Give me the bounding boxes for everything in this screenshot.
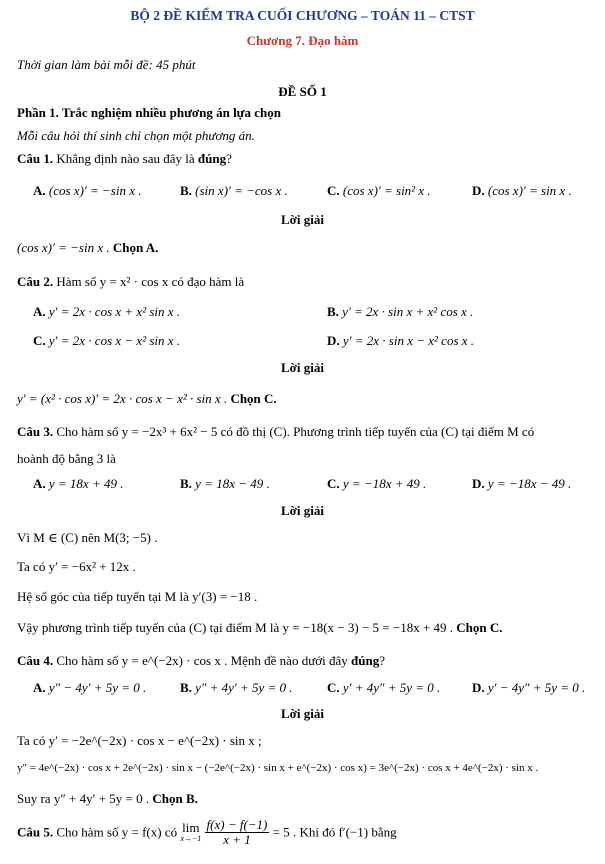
solution-1: (cos x)′ = −sin x . Chọn A. xyxy=(17,240,159,255)
option-d: D. y′ = 2x · sin x − x² cos x . xyxy=(327,333,475,348)
question-4: Câu 4. Cho hàm số y = e^(−2x) · cos x . Mệnh đề nào dưới đây đúng? xyxy=(17,653,385,668)
question-2: Câu 2. Hàm số y = x² · cos x có đạo hàm là xyxy=(17,274,245,289)
option-c: C. y′ + 4y″ + 5y = 0 . xyxy=(327,680,441,695)
limit-expression: lim x→−1 xyxy=(180,819,202,843)
part1-title: Phần 1. Trắc nghiệm nhiều phương án lựa chọn xyxy=(17,105,281,120)
option-d: D. y′ − 4y″ + 5y = 0 . xyxy=(472,680,586,695)
option-d: D. y = −18x − 49 . xyxy=(472,476,572,491)
option-b: B. y = 18x − 49 . xyxy=(180,476,270,491)
solution-heading: Lời giải xyxy=(281,212,324,227)
solution-3-line-4: Vậy phương trình tiếp tuyến của (C) tại điểm M là y = −18(x − 3) − 5 = −18x + 49 . Chọn C. xyxy=(17,620,503,635)
solution-3-line-3: Hệ số góc của tiếp tuyến tại M là y′(3) = −18 . xyxy=(17,589,258,604)
question-label: Câu 1. xyxy=(17,151,54,166)
question-1: Câu 1. Khẳng định nào sau đây là đúng? xyxy=(17,151,232,166)
option-c: C. y′ = 2x · cos x − x² sin x . xyxy=(33,333,181,348)
solution-heading: Lời giải xyxy=(281,706,324,721)
option-c: C. (cos x)′ = sin² x . xyxy=(327,183,431,198)
question-emphasis: đúng xyxy=(197,151,227,166)
solution-3-line-2: Ta có y′ = −6x² + 12x . xyxy=(17,559,136,574)
exam-label: ĐỀ SỐ 1 xyxy=(278,84,327,99)
option-b: B. y′ = 2x · sin x + x² cos x . xyxy=(327,304,474,319)
solution-heading: Lời giải xyxy=(281,360,324,375)
option-a: A. (cos x)′ = −sin x . xyxy=(33,183,142,198)
option-c: C. y = −18x + 49 . xyxy=(327,476,427,491)
question-5: Câu 5. Cho hàm số y = f(x) có lim x→−1 $\frac{f(x) - f(-1)}{x + 1}$ = 5 . Khi đó f′(−1) bằng xyxy=(17,817,397,847)
option-a: A. y = 18x + 49 . xyxy=(33,476,124,491)
question-3: Câu 3. Cho hàm số y = −2x³ + 6x² − 5 có đồ thị (C). Phương trình tiếp tuyến của (C) tại điểm M có xyxy=(17,424,535,439)
solution-3-line-1: Vì M ∈ (C) nên M(3; −5) . xyxy=(17,530,158,545)
solution-2: y′ = (x² · cos x)′ = 2x · cos x − x² · sin x . Chọn C. xyxy=(17,391,277,406)
option-a: A. y″ − 4y′ + 5y = 0 . xyxy=(33,680,147,695)
solution-4-line-2: y″ = 4e^(−2x) · cos x + 2e^(−2x) · sin x − (−2e^(−2x) · sin x + e^(−2x) · cos x) = 3e^(−2x) · cos x + 4e^(−2x) · sin x . xyxy=(17,762,539,774)
question-3-cont: hoành độ bằng 3 là xyxy=(17,451,116,466)
option-b: B. (sin x)′ = −cos x . xyxy=(180,183,288,198)
option-b: B. y″ + 4y′ + 5y = 0 . xyxy=(180,680,293,695)
document-title: BỘ 2 ĐỀ KIỂM TRA CUỐI CHƯƠNG – TOÁN 11 – CTST xyxy=(130,8,475,23)
solution-heading: Lời giải xyxy=(281,503,324,518)
option-d: D. (cos x)′ = sin x . xyxy=(472,183,572,198)
solution-4-line-1: Ta có y′ = −2e^(−2x) · cos x − e^(−2x) · sin x ; xyxy=(17,733,262,748)
chapter-title: Chương 7. Đạo hàm xyxy=(246,33,359,48)
solution-4-line-3: Suy ra y″ + 4y′ + 5y = 0 . Chọn B. xyxy=(17,791,198,806)
question-text: Khẳng định nào sau đây là xyxy=(56,151,195,166)
fraction: $\frac{f(x) - f(-1)}{x + 1}$ xyxy=(206,817,268,847)
time-label: Thời gian làm bài mỗi đề: 45 phút xyxy=(17,57,196,72)
option-a: A. y′ = 2x · cos x + x² sin x . xyxy=(33,304,181,319)
part1-instruction: Mỗi câu hỏi thí sinh chỉ chọn một phương án. xyxy=(17,128,255,143)
